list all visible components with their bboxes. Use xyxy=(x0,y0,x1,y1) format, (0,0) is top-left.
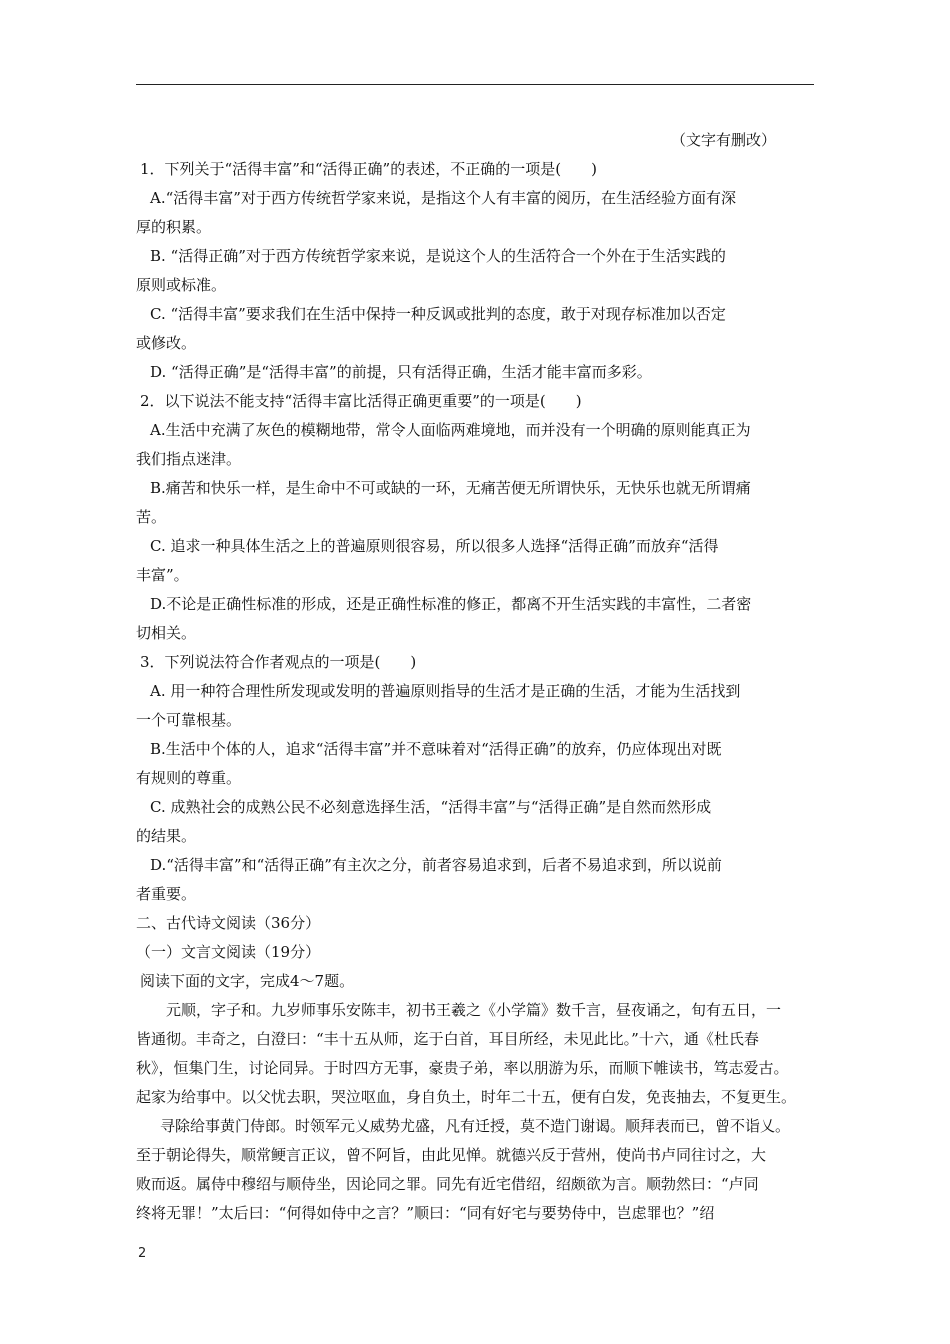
option-a xyxy=(136,677,820,735)
question-stem: 3．下列说法符合作者观点的一项是( ) xyxy=(140,653,417,671)
option-line: 厚的积累。 xyxy=(136,218,212,236)
option-line: A.“活得丰富”对于西方传统哲学家来说，是指这个人有丰富的阅历，在生活经验方面有深 xyxy=(150,189,736,207)
question-stem: 1．下列关于“活得丰富”和“活得正确”的表述，不正确的一项是( ) xyxy=(140,160,597,178)
option-line: D.不论是正确性标准的形成，还是正确性标准的修正，都离不开生活实践的丰富性，二者密 xyxy=(150,595,752,613)
passage-paragraph xyxy=(136,996,820,1112)
option-d xyxy=(136,358,820,387)
option-a xyxy=(136,184,820,242)
header-rule xyxy=(136,84,814,85)
passage-line: 秋》，恒集门生，讨论同异。于时四方无事，豪贵子弟，率以朋游为乐，而顺下帷读书，笃志爱古。 xyxy=(136,1059,789,1077)
option-line: 苦。 xyxy=(136,508,167,526)
option-d xyxy=(136,590,820,648)
option-line: C. “活得丰富”要求我们在生活中保持一种反讽或批判的态度，敢于对现存标准加以否定 xyxy=(150,305,726,323)
option-line: 有规则的尊重。 xyxy=(136,769,242,787)
option-a xyxy=(136,416,820,474)
passage-line: 败而返。属侍中穆绍与顺侍坐，因论同之罪。同先有近宅借绍，绍颇欲为言。顺勃然曰：“卢同 xyxy=(136,1175,759,1193)
section-heading: 二、古代诗文阅读（36分） xyxy=(136,914,321,932)
option-c xyxy=(136,300,820,358)
option-line: 丰富”。 xyxy=(136,566,189,584)
passage-line: 至于朝论得失，顺常鲠言正议，曾不阿旨，由此见惮。就德兴反于营州，使尚书卢同往讨之，大 xyxy=(136,1146,767,1164)
option-b xyxy=(136,242,820,300)
option-line: 的结果。 xyxy=(136,827,197,845)
option-line: B.生活中个体的人，追求“活得丰富”并不意味着对“活得正确”的放弃，仍应体现出对既 xyxy=(150,740,722,758)
passage-line: 起家为给事中。以父忧去职，哭泣呕血，身自负土，时年二十五，便有白发，免丧抽去，不复更生。 xyxy=(136,1088,797,1106)
passage-line: 皆通彻。丰奇之，白澄曰：“丰十五从师，迄于白首，耳目所经，未见此比。”十六，通《杜氏春 xyxy=(136,1030,759,1048)
question-stem: 2．以下说法不能支持“活得丰富比活得正确更重要”的一项是( ) xyxy=(140,392,582,410)
option-c xyxy=(136,793,820,851)
option-line: 我们指点迷津。 xyxy=(136,450,242,468)
subsection-heading: （一）文言文阅读（19分） xyxy=(136,943,321,961)
option-line: C. 追求一种具体生活之上的普遍原则很容易，所以很多人选择“活得正确”而放弃“活得 xyxy=(150,537,719,555)
option-d xyxy=(136,851,820,909)
reading-instruction: 阅读下面的文字，完成4～7题。 xyxy=(140,972,355,990)
option-line: D. “活得正确”是“活得丰富”的前提，只有活得正确，生活才能丰富而多彩。 xyxy=(150,363,652,381)
passage-line: 寻除给事黄门侍郎。时领军元乂威势尤盛，凡有迁授，莫不造门谢谒。顺拜表而已，曾不诣乂。 xyxy=(160,1117,791,1135)
page-content xyxy=(136,126,820,1228)
option-line: A. 用一种符合理性所发现或发明的普遍原则指导的生活才是正确的生活，才能为生活找到 xyxy=(150,682,741,700)
option-line: 原则或标准。 xyxy=(136,276,227,294)
option-c xyxy=(136,532,820,590)
option-line: B.痛苦和快乐一样，是生命中不可或缺的一环，无痛苦便无所谓快乐，无快乐也就无所谓痛 xyxy=(150,479,751,497)
option-line: C. 成熟社会的成熟公民不必刻意选择生活，“活得丰富”与“活得正确”是自然而然形成 xyxy=(150,798,712,816)
option-line: 一个可靠根基。 xyxy=(136,711,242,729)
option-b xyxy=(136,474,820,532)
passage-line: 元顺，字子和。九岁师事乐安陈丰，初书王羲之《小学篇》数千言，昼夜诵之，旬有五日，一 xyxy=(166,1001,782,1019)
option-line: 或修改。 xyxy=(136,334,197,352)
option-b xyxy=(136,735,820,793)
option-line: 者重要。 xyxy=(136,885,197,903)
option-line: 切相关。 xyxy=(136,624,197,642)
passage-paragraph xyxy=(136,1112,820,1228)
option-line: A.生活中充满了灰色的模糊地带，常令人面临两难境地，而并没有一个明确的原则能真正为 xyxy=(150,421,751,439)
option-line: B. “活得正确”对于西方传统哲学家来说，是说这个人的生活符合一个外在于生活实践的 xyxy=(150,247,726,265)
page-number: 2 xyxy=(138,1246,147,1261)
source-note: （文字有删改） xyxy=(670,131,776,149)
option-line: D.“活得丰富”和“活得正确”有主次之分，前者容易追求到，后者不易追求到，所以说前 xyxy=(150,856,722,874)
passage-line: 终将无罪！”太后曰：“何得如侍中之言？”顺曰：“同有好宅与要势侍中，岂虑罪也？”绍 xyxy=(136,1204,715,1222)
